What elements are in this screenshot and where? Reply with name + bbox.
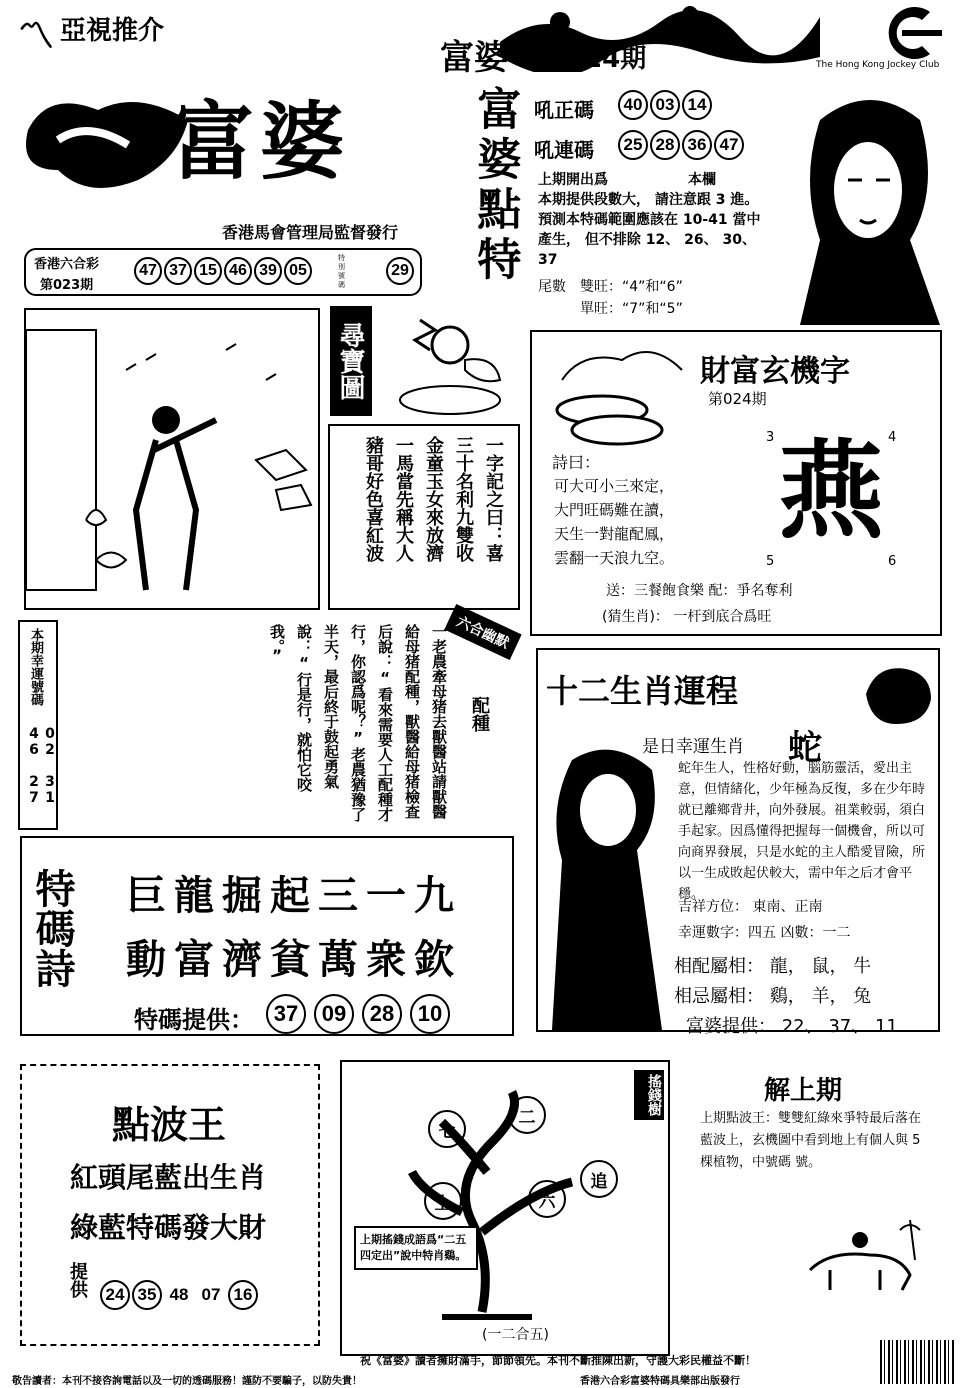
fortune-poem-line: 雲翻一天浪九空。 xyxy=(554,549,675,567)
corner-3: 3 xyxy=(766,430,775,445)
special-number: 10 xyxy=(410,994,450,1034)
money-tree-caption: (一二合五) xyxy=(482,1327,549,1343)
wave-number: 35 xyxy=(132,1280,162,1310)
dot-row1-label: 吼正碼 xyxy=(534,98,594,122)
fortune-title: 財富玄機字 xyxy=(700,354,850,389)
zodiac-lucky-label: 是日幸運生肖 xyxy=(642,737,744,757)
dot-special-vertical-title: 富婆點特 xyxy=(469,86,521,286)
wave-king-line-1: 紅頭尾藍出生肖 xyxy=(70,1161,267,1194)
special-poem-line-2: 動富濟貧萬衆欽 xyxy=(126,936,462,983)
treasure-picture-box xyxy=(24,308,320,610)
money-tree-box xyxy=(340,1060,670,1356)
footer-line-1: 祝《富婆》讀者擁財滿手，節節領先。本刊不斷推陳出新，守護大彩民權益不斷！ xyxy=(360,1354,756,1367)
big-title: 富婆 xyxy=(170,92,351,191)
woman-portrait-zodiac xyxy=(542,740,672,1030)
special-poem-box xyxy=(20,836,514,1036)
zodiac-numbers: 幸運數字：四五 凶數：一二 xyxy=(678,925,851,941)
money-tree-side-title: 搖錢樹 xyxy=(634,1070,664,1120)
prev-special-number: 29 xyxy=(386,257,414,285)
wave-king-box xyxy=(20,1064,320,1346)
special-provide-label: 特碼提供： xyxy=(134,1006,254,1034)
joke-text: 一老農牽母猪去獸醫站請獸醫給母猪配種，獸醫給母猪檢查后說：“看來需要人工配種才行，你認爲呢？”老農猶豫了半天，最后終于鼓起勇氣說：“行是行，就怕它咬我。” xyxy=(268,624,448,822)
fortune-big-character: 燕 xyxy=(778,428,884,553)
tree-fruit: 六 xyxy=(528,1180,566,1218)
dot-text-2: 本期提供段數大， 請注意跟 3 進。 xyxy=(538,192,759,208)
fortune-poem-line: 天生一對龍配鳳， xyxy=(554,525,675,543)
jockey-club-logo xyxy=(880,4,950,64)
issue-number: 第024期 xyxy=(540,44,647,74)
wave-number: 16 xyxy=(228,1280,258,1310)
ox-rider-illustration xyxy=(800,1200,930,1300)
prev-label-2: 第023期 xyxy=(40,278,94,293)
poem-line: 一字記之曰：喜 xyxy=(483,436,504,562)
fortune-poem-line: 可大可小三來定， xyxy=(554,477,675,495)
joke-banner: 六合幽默 xyxy=(444,604,521,660)
lucky-number-box xyxy=(18,620,58,830)
poem-line: 三十名利九雙收 xyxy=(453,436,474,562)
footer-line-2-left: 敬告讀者：本刊不接咨詢電話以及一切的透碼服務！謹防不要騙子，以防失貴！ xyxy=(12,1376,362,1387)
coins-illustration xyxy=(542,340,692,460)
poem-line: 金童玉女來放濟 xyxy=(423,436,444,562)
special-number: 09 xyxy=(314,994,354,1034)
dot-number: 25 xyxy=(618,130,648,160)
special-poem-side-title: 特碼詩 xyxy=(29,868,76,988)
special-number: 28 xyxy=(362,994,402,1034)
previous-result-box xyxy=(24,248,422,296)
treasure-scroll xyxy=(328,424,520,610)
joke-area xyxy=(62,612,528,830)
prev-number: 37 xyxy=(164,257,192,285)
dot-number: 14 xyxy=(682,90,712,120)
prev-label-1: 香港六合彩 xyxy=(34,257,100,272)
dot-text-3: 預測本特碼範圍應該在 10-41 當中 xyxy=(538,212,761,228)
dot-number: 03 xyxy=(650,90,680,120)
fortune-issue: 第024期 xyxy=(708,390,767,408)
wave-number: 48 xyxy=(169,1285,189,1304)
prev-number: 47 xyxy=(134,257,162,285)
prev-number: 05 xyxy=(284,257,312,285)
wave-king-provide-label: 提供 xyxy=(67,1262,88,1298)
zodiac-box xyxy=(536,648,940,1037)
special-tag: 特別號碼 xyxy=(338,254,345,289)
poem-line: 一馬當先稱大人 xyxy=(393,436,414,562)
woman-portrait-top xyxy=(790,80,950,325)
jockey-club-text: The Hong Kong Jockey Club xyxy=(816,60,940,70)
asia-tv-logo: 〽 xyxy=(18,16,55,57)
treasure-title: 尋寶圖 xyxy=(330,306,372,416)
prev-number: 46 xyxy=(224,257,252,285)
special-number: 37 xyxy=(266,994,306,1034)
fist-illustration xyxy=(856,654,936,734)
dot-number: 36 xyxy=(682,130,712,160)
special-numbers xyxy=(266,994,458,1034)
dot-row2-numbers xyxy=(618,130,746,160)
treasure-poem xyxy=(358,436,508,606)
poem-line: 豬哥好色喜紅波 xyxy=(363,436,384,562)
zodiac-description: 蛇年生人，性格好動，腦筋靈活，愛出主意，但情緒化，少年極為反復，多在少年時就已離鄉背井，向外發展。祖業較弱，須白手起家。因爲懂得把握每一個機會，所以可向商界發展，只是水蛇的主人酷愛冒險，所以一生成敗起伏較大，需中年之后才會平穩。 xyxy=(678,761,926,902)
lucky-label: 本期幸運號碼 xyxy=(28,628,43,706)
dot-text-1: 上期開出爲 xyxy=(538,172,608,188)
prev-number: 15 xyxy=(194,257,222,285)
lucky-numbers: 02 31 46 27 xyxy=(26,726,58,806)
wave-king-title: 點波王 xyxy=(112,1102,227,1147)
cupid-illustration xyxy=(380,300,510,420)
issue-title: 富婆 xyxy=(440,38,508,78)
farmer-illustration xyxy=(26,310,318,608)
corner-5: 5 xyxy=(766,554,775,569)
dot-row2-label: 吼連碼 xyxy=(534,138,594,162)
joke-title: 配種 xyxy=(469,696,490,732)
tail-label: 尾數 xyxy=(538,279,566,295)
prev-number: 39 xyxy=(254,257,282,285)
fortune-word-box xyxy=(530,330,942,636)
dot-number: 40 xyxy=(618,90,648,120)
tail-double: 雙旺：“4”和“6” xyxy=(580,279,683,295)
solve-title: 解上期 xyxy=(764,1076,843,1106)
footer-line-2-right: 香港六合彩富婆特碼具樂部出版發行 xyxy=(580,1376,740,1387)
tree-fruit: 七 xyxy=(428,1110,466,1148)
tree-fruit: 上 xyxy=(424,1182,462,1220)
tree-fruit: 追 xyxy=(580,1160,618,1198)
wave-king-line-2: 綠藍特碼發大財 xyxy=(70,1211,267,1244)
wave-number: 24 xyxy=(100,1280,130,1310)
fortune-poem-line: 大門旺碼難在讀， xyxy=(554,501,675,519)
dot-text-4: 產生， 但不排除 12、 26、 30、 xyxy=(538,232,756,248)
zodiac-title: 十二生肖運程 xyxy=(546,672,739,710)
prev-numbers xyxy=(134,257,314,285)
corner-6: 6 xyxy=(888,554,897,569)
special-poem-line-1: 巨龍掘起三一九 xyxy=(126,872,462,919)
guess-line: (猜生肖)： 一杆到底合爲旺 xyxy=(602,609,772,625)
publisher-subtitle: 香港馬會管理局監督發行 xyxy=(222,223,399,242)
asia-tv-recommend: 亞視推介 xyxy=(60,16,165,46)
tree-fruit: 二 xyxy=(508,1096,546,1134)
money-tree-illustration xyxy=(342,1062,672,1358)
zodiac-lucky-animal: 蛇 xyxy=(788,728,822,768)
wave-king-numbers xyxy=(100,1280,260,1310)
money-tree-note: 上期搖錢成語爲“二五四定出”說中特肖鷄。 xyxy=(354,1226,478,1270)
corner-4: 4 xyxy=(888,430,897,445)
zodiac-provide: 富婆提供： 22、 37、 11 xyxy=(686,1016,898,1037)
dot-number: 28 xyxy=(650,130,680,160)
zodiac-direction: 吉祥方位： 東南、正南 xyxy=(678,899,823,915)
wave-number: 07 xyxy=(201,1285,221,1304)
zodiac-avoid: 相忌屬相： 鷄， 羊， 兔 xyxy=(674,986,872,1007)
dot-row1-numbers xyxy=(618,90,714,120)
dot-text-block xyxy=(538,170,798,270)
barcode xyxy=(880,1340,956,1384)
dot-text-5: 37 xyxy=(538,252,558,268)
tail-single: 單旺：“7”和“5” xyxy=(580,301,683,317)
solve-text: 上期點波王：雙雙紅綠來爭特最后落在藍波上，玄機圖中看到地上有個人與 5 棵植物，中號碼 號。 xyxy=(700,1111,922,1170)
dot-text-1b: 本欄 xyxy=(688,172,716,188)
zodiac-match: 相配屬相： 龍， 鼠， 牛 xyxy=(674,956,872,977)
dot-number: 47 xyxy=(714,130,744,160)
fortune-poem xyxy=(554,474,674,570)
poem-head: 詩曰： xyxy=(552,453,601,472)
send-line: 送：三餐飽食樂 配：爭名奪利 xyxy=(606,583,793,599)
